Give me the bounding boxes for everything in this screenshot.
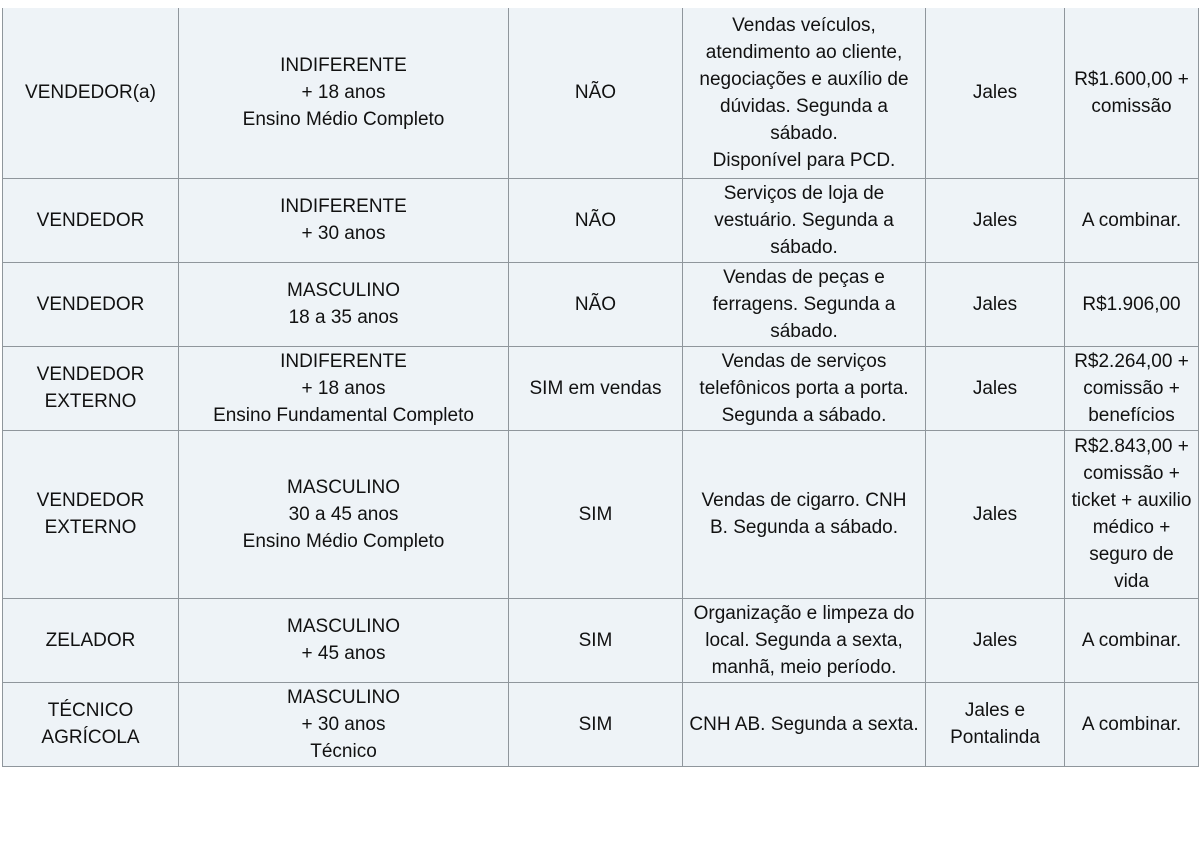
job-title-cell: VENDEDOR(a) xyxy=(3,8,179,178)
requirements-cell: MASCULINO + 30 anos Técnico xyxy=(179,682,509,766)
requirements-cell: MASCULINO 18 a 35 anos xyxy=(179,262,509,346)
activities-cell: Vendas de peças e ferragens. Segunda a sábado. xyxy=(683,262,926,346)
table-row xyxy=(3,262,1199,346)
location-cell: Jales xyxy=(926,598,1065,682)
job-title-cell: VENDEDOR EXTERNO xyxy=(3,430,179,598)
table-row xyxy=(3,178,1199,262)
job-title-cell: VENDEDOR xyxy=(3,262,179,346)
table-row xyxy=(3,346,1199,430)
experience-cell: SIM xyxy=(509,598,683,682)
salary-cell: R$1.906,00 xyxy=(1065,262,1199,346)
requirements-cell: INDIFERENTE + 18 anos Ensino Médio Completo xyxy=(179,8,509,178)
location-cell: Jales xyxy=(926,178,1065,262)
job-title-cell: VENDEDOR xyxy=(3,178,179,262)
experience-cell: NÃO xyxy=(509,262,683,346)
experience-cell: NÃO xyxy=(509,8,683,178)
location-cell: Jales xyxy=(926,346,1065,430)
requirements-cell: MASCULINO 30 a 45 anos Ensino Médio Completo xyxy=(179,430,509,598)
salary-cell: A combinar. xyxy=(1065,682,1199,766)
location-cell: Jales xyxy=(926,430,1065,598)
salary-cell: A combinar. xyxy=(1065,598,1199,682)
location-cell: Jales xyxy=(926,8,1065,178)
requirements-cell: INDIFERENTE + 30 anos xyxy=(179,178,509,262)
table-row xyxy=(3,8,1199,178)
activities-cell: CNH AB. Segunda a sexta. xyxy=(683,682,926,766)
location-cell: Jales xyxy=(926,262,1065,346)
activities-cell: Vendas de cigarro. CNH B. Segunda a sábado. xyxy=(683,430,926,598)
experience-cell: SIM em vendas xyxy=(509,346,683,430)
job-title-cell: TÉCNICO AGRÍCOLA xyxy=(3,682,179,766)
table-row xyxy=(3,598,1199,682)
job-title-cell: VENDEDOR EXTERNO xyxy=(3,346,179,430)
activities-cell: Organização e limpeza do local. Segunda a sexta, manhã, meio período. xyxy=(683,598,926,682)
job-listings-table xyxy=(2,8,1199,767)
table-row xyxy=(3,430,1199,598)
activities-cell: Vendas veículos, atendimento ao cliente, negociações e auxílio de dúvidas. Segunda a sábado. Disponível para PCD. xyxy=(683,8,926,178)
salary-cell: A combinar. xyxy=(1065,178,1199,262)
experience-cell: NÃO xyxy=(509,178,683,262)
experience-cell: SIM xyxy=(509,682,683,766)
requirements-cell: INDIFERENTE + 18 anos Ensino Fundamental Completo xyxy=(179,346,509,430)
location-cell: Jales e Pontalinda xyxy=(926,682,1065,766)
salary-cell: R$1.600,00 + comissão xyxy=(1065,8,1199,178)
activities-cell: Serviços de loja de vestuário. Segunda a sábado. xyxy=(683,178,926,262)
job-title-cell: ZELADOR xyxy=(3,598,179,682)
table-row xyxy=(3,682,1199,766)
experience-cell: SIM xyxy=(509,430,683,598)
salary-cell: R$2.264,00 + comissão + benefícios xyxy=(1065,346,1199,430)
requirements-cell: MASCULINO + 45 anos xyxy=(179,598,509,682)
salary-cell: R$2.843,00 + comissão + ticket + auxilio médico + seguro de vida xyxy=(1065,430,1199,598)
activities-cell: Vendas de serviços telefônicos porta a porta. Segunda a sábado. xyxy=(683,346,926,430)
